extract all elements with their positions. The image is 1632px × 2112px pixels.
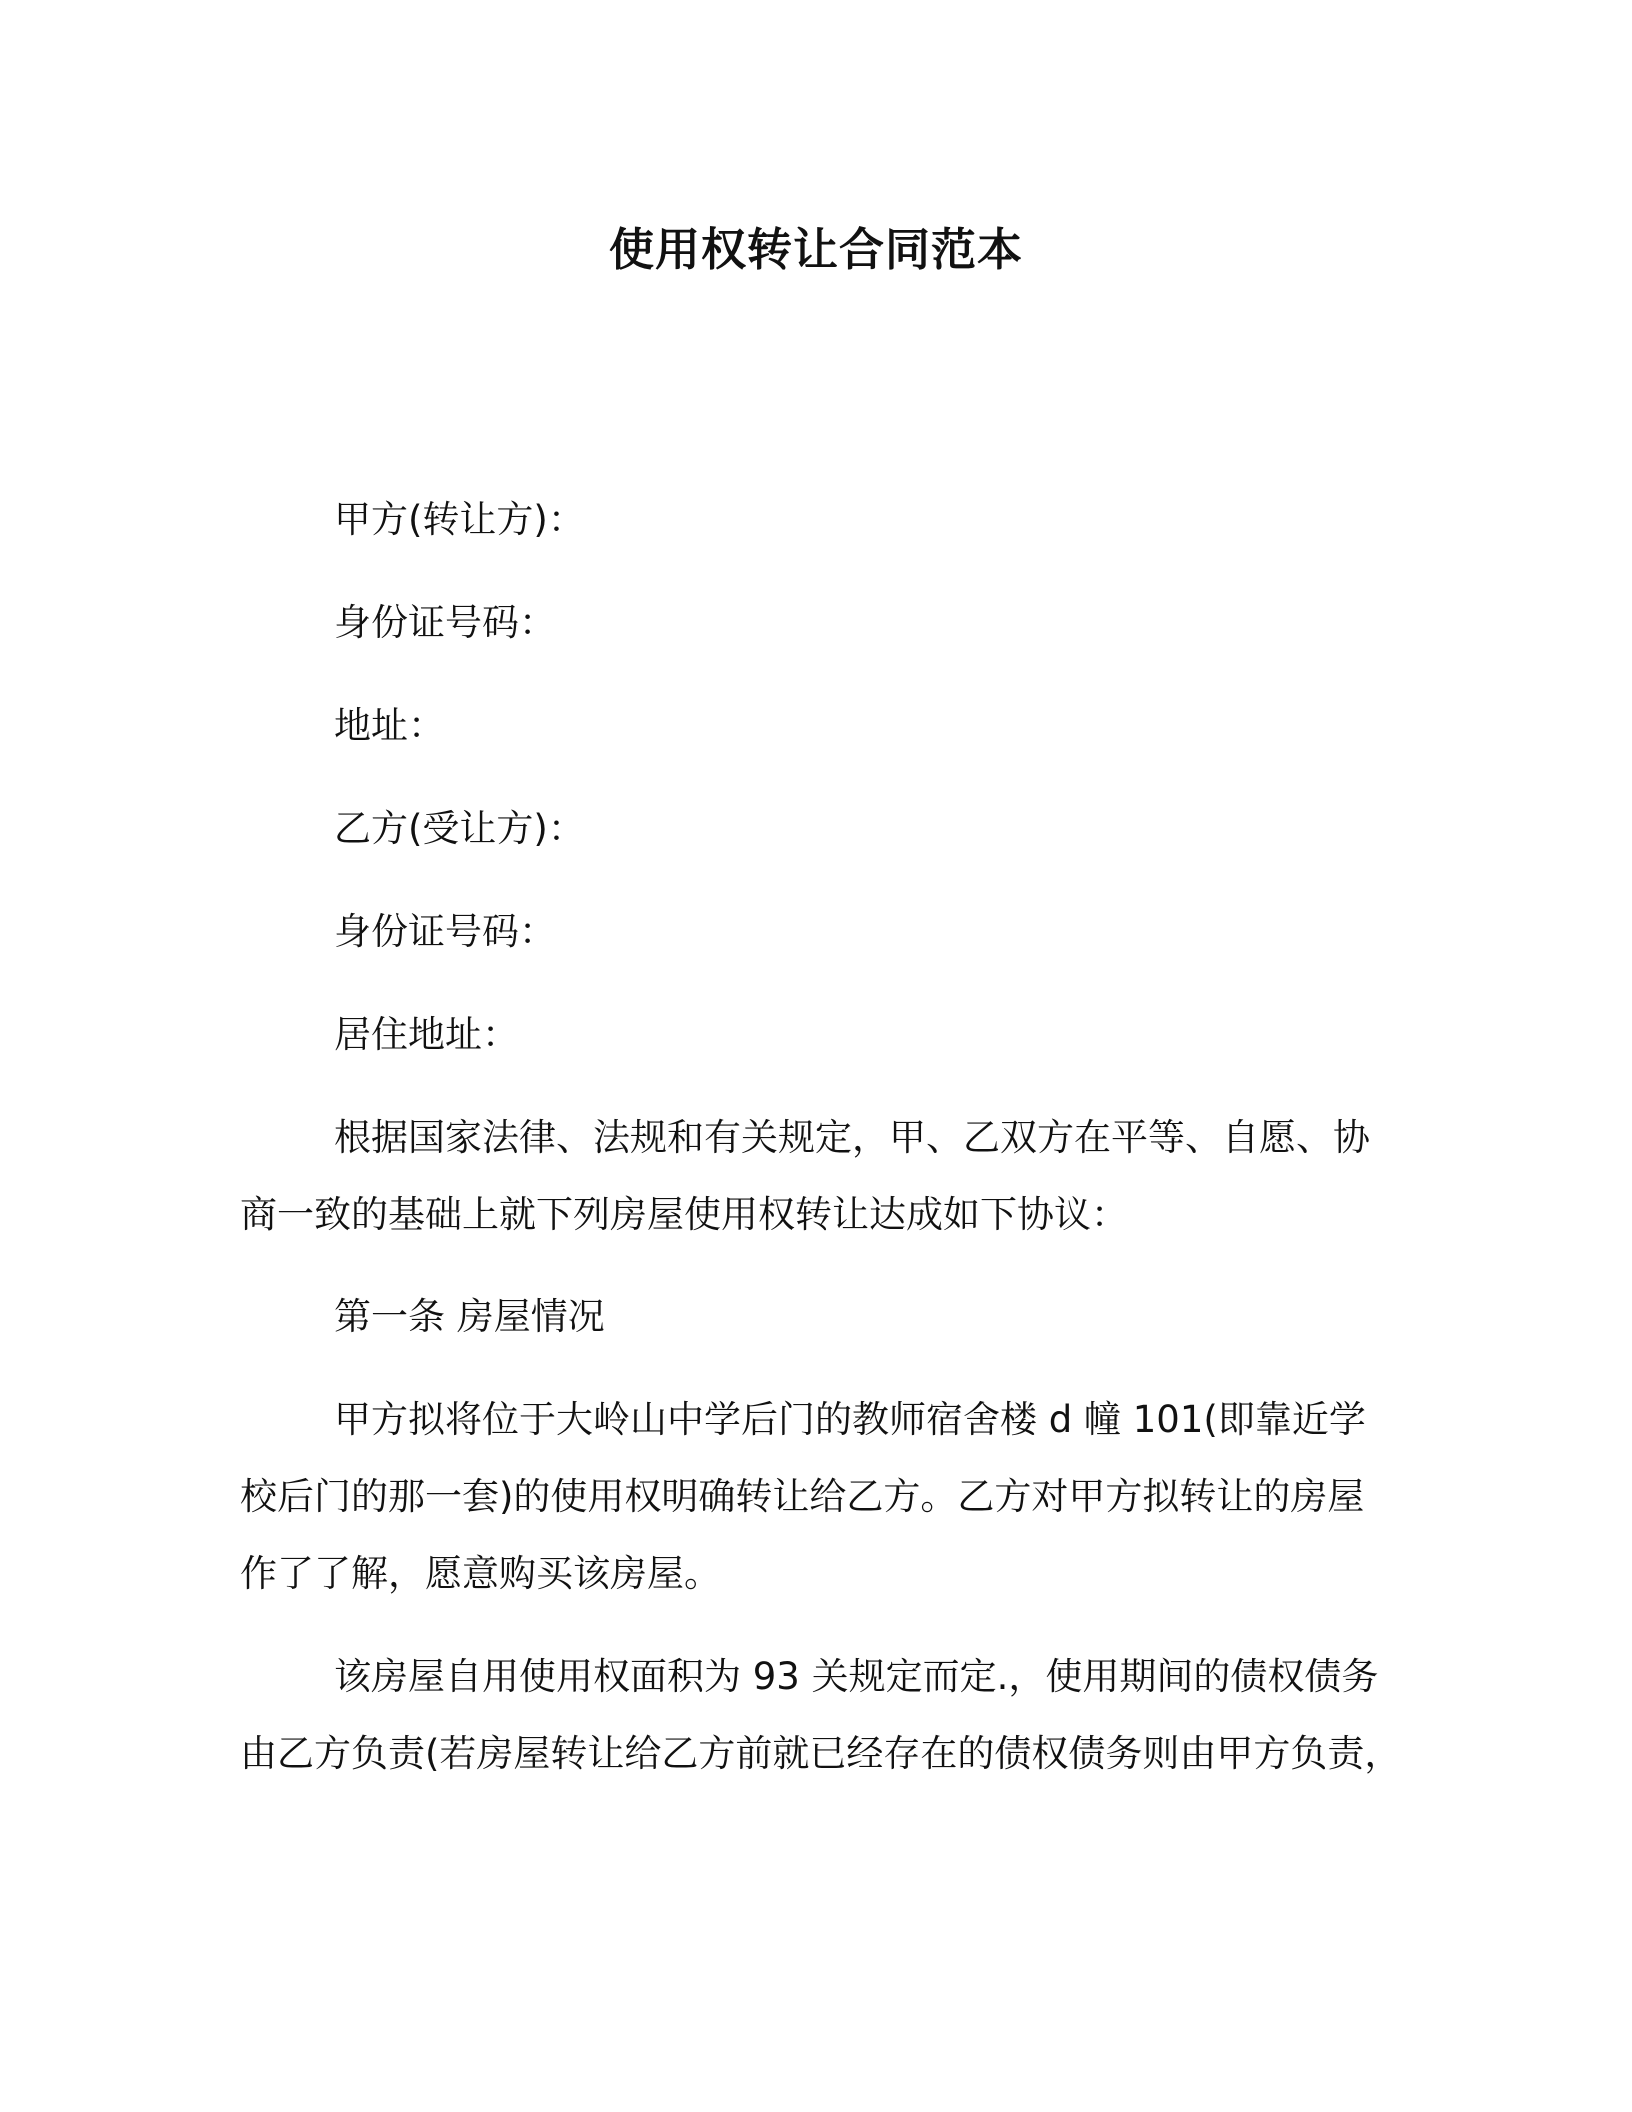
party-b-label: 乙方(受让方)： — [334, 807, 585, 850]
party-b-address-label: 居住地址： — [334, 1013, 519, 1056]
article-1-para-1-line-3: 作了了解，愿意购买该房屋。 — [240, 1552, 721, 1595]
party-a-id-label: 身份证号码： — [334, 601, 556, 644]
article-1-para-1-line-1: 甲方拟将位于大岭山中学后门的教师宿舍楼 d 幢 101(即靠近学 — [334, 1398, 1366, 1441]
party-a-label: 甲方(转让方)： — [334, 498, 585, 541]
document-title: 使用权转让合同范本 — [608, 223, 1023, 276]
article-1-para-1-line-2: 校后门的那一套)的使用权明确转让给乙方。乙方对甲方拟转让的房屋 — [240, 1475, 1365, 1518]
article-1-para-2-line-2: 由乙方负责(若房屋转让给乙方前就已经存在的债权债务则由甲方负责， — [240, 1732, 1402, 1775]
preamble-line-2: 商一致的基础上就下列房屋使用权转让达成如下协议： — [240, 1193, 1128, 1236]
party-b-id-label: 身份证号码： — [334, 910, 556, 953]
preamble-line-1: 根据国家法律、法规和有关规定，甲、乙双方在平等、自愿、协 — [334, 1116, 1370, 1159]
article-1-heading: 第一条 房屋情况 — [334, 1295, 605, 1338]
party-a-address-label: 地址： — [334, 704, 445, 747]
article-1-para-2-line-1: 该房屋自用使用权面积为 93 关规定而定.，使用期间的债权债务 — [334, 1655, 1379, 1698]
